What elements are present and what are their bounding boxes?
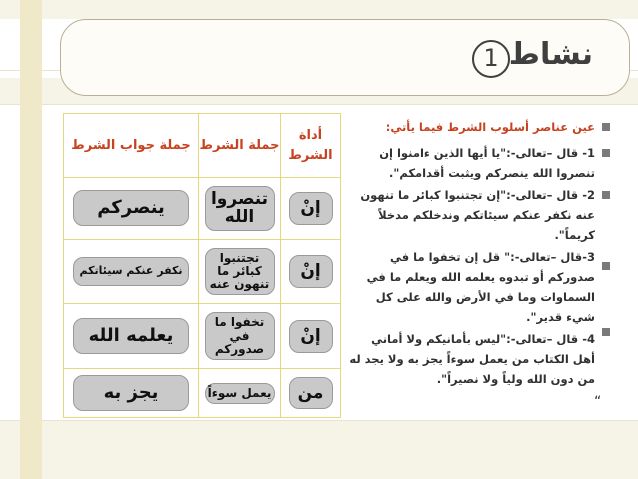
list-item: 3-قال –تعالى-:" قل إن تخفوا ما في صدوركم أو تبدوه يعلمه الله ويعلم ما في السماوات وما في الأرض والله على كل شيء قدير". bbox=[366, 250, 595, 324]
table-row bbox=[64, 304, 341, 369]
divider-line bbox=[0, 104, 638, 105]
header-answer: جملة جواب الشرط bbox=[64, 114, 199, 178]
bottom-stripe bbox=[0, 420, 638, 479]
condition-cell: تخفوا ما في صدوركم bbox=[205, 312, 275, 360]
divider-line bbox=[0, 420, 638, 421]
condition-cell: تجتنبوا كبائر ما تنهون عنه bbox=[205, 248, 275, 296]
trailing-quote: “ bbox=[594, 394, 602, 410]
header-tool: أداة الشرط bbox=[281, 114, 341, 178]
list-item: 1- قال –تعالى-:"يا أيها الذين ءامنوا إن تنصروا الله ينصركم ويثبت أقدامكم". bbox=[379, 146, 595, 180]
top-stripe bbox=[0, 0, 638, 19]
activity-number: 1 bbox=[472, 40, 510, 78]
list-item: 4- قال –تعالى-:"ليس بأمانيكم ولا أماني أهل الكتاب من يعمل سوءاً يجز به ولا يجد له من دون الله ولياً ولا نصيراً". bbox=[349, 332, 595, 386]
answer-cell: يعلمه الله bbox=[73, 318, 189, 354]
bullet-icon bbox=[602, 191, 610, 199]
table-header-row bbox=[64, 114, 341, 178]
answer-cell: نكفر عنكم سيئاتكم bbox=[73, 257, 189, 285]
table-row bbox=[64, 369, 341, 418]
table-row bbox=[64, 239, 341, 304]
page-title: نشاط bbox=[508, 37, 593, 72]
header-condition: جملة الشرط bbox=[199, 114, 281, 178]
condition-cell: يعمل سوءاً bbox=[205, 383, 275, 404]
answer-cell: ينصركم bbox=[73, 190, 189, 226]
list-item: 2- قال –تعالى-:"إن تجتنبوا كبائر ما تنهون عنه نكفر عنكم سيئاتكم وندخلكم مدخلاً كريماً". bbox=[360, 188, 595, 242]
answer-cell: يجز به bbox=[73, 375, 189, 411]
tool-cell: إنْ bbox=[289, 320, 333, 353]
tool-cell: إنْ bbox=[289, 255, 333, 288]
tool-cell: إنْ bbox=[289, 192, 333, 225]
bullet-icon bbox=[602, 123, 610, 131]
instruction-heading: عين عناصر أسلوب الشرط فيما يأتي: bbox=[385, 120, 595, 134]
title-box bbox=[60, 19, 630, 96]
bullet-icon bbox=[602, 262, 610, 270]
condition-cell: تنصروا الله bbox=[205, 186, 275, 231]
table-row bbox=[64, 178, 341, 240]
bullet-icon bbox=[602, 328, 610, 336]
instructions bbox=[348, 117, 595, 391]
tool-cell: من bbox=[289, 377, 333, 410]
condition-table bbox=[63, 113, 341, 418]
bullet-icon bbox=[602, 149, 610, 157]
side-bar bbox=[20, 0, 42, 479]
